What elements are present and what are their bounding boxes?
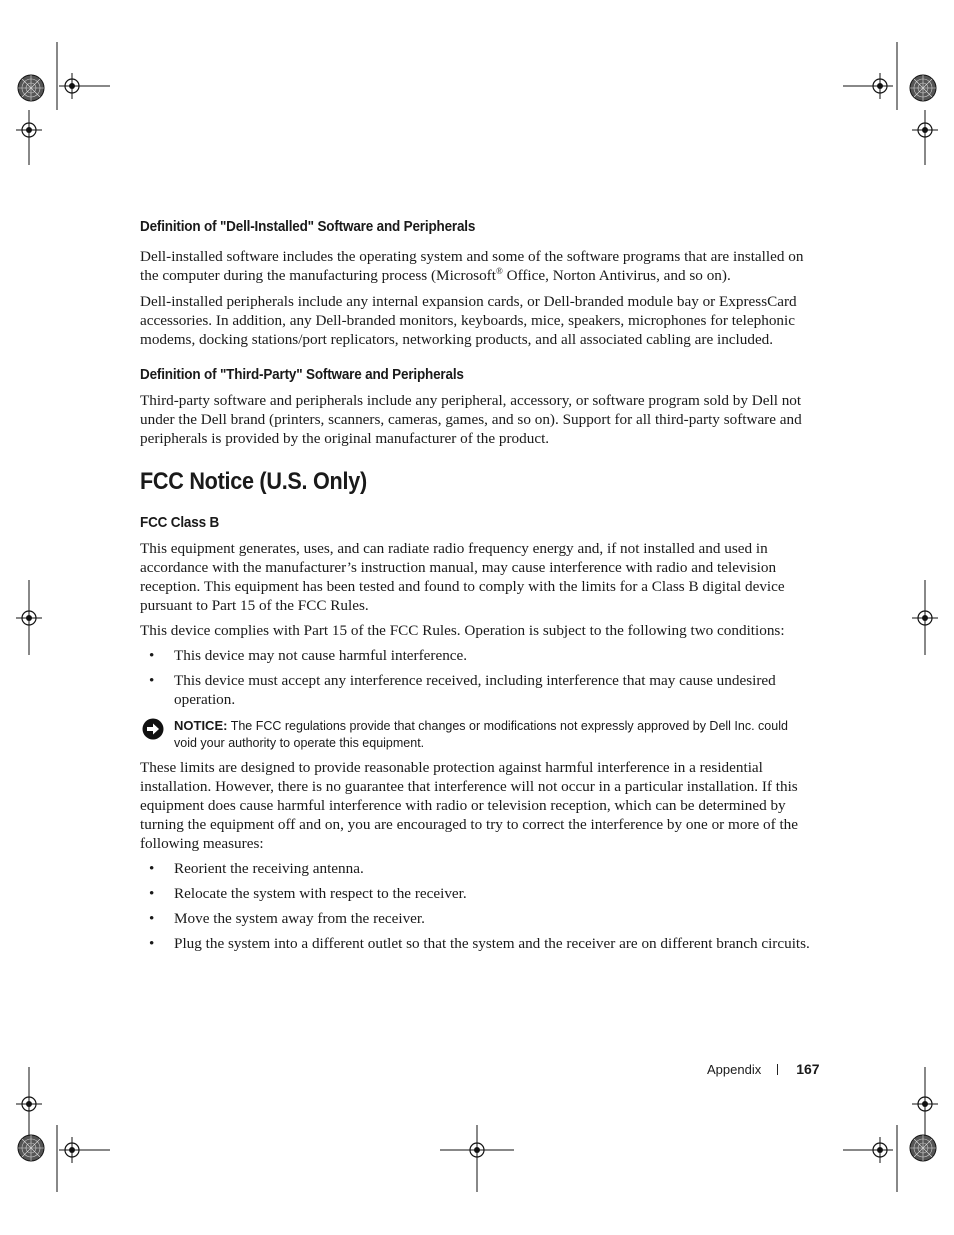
bullet: • [149,885,155,902]
third-party-heading: Definition of "Third-Party" Software and Peripherals [140,366,464,383]
bullet: • [149,647,155,664]
page-content [140,218,812,953]
conditions-list [140,646,812,709]
list-item: • Reorient the receiving antenna. [149,860,364,877]
list-item: • Move the system away from the receiver. [149,910,425,927]
footer-section-name: Appendix [707,1062,762,1077]
dell-installed-software-paragraph [140,247,812,285]
fcc-limits-paragraph: These limits are designed to provide reasonable protection against harmful interference in a residential installation. However, there is no guarantee that interference will not occur in a particular installation. If this equipment does cause harmful interference with radio or television reception, which can be determined by turning the equipment off and on, you are encouraged to try to correct the interference by one or more of the following measures: [140,759,799,852]
footer-divider [777,1064,778,1075]
page-number: 167 [796,1061,820,1077]
notice-text: The FCC regulations provide that changes or modifications not expressly approved by Dell Inc. could void your authority to operate this equipment. [174,719,788,750]
registered-mark: ® [495,265,503,276]
list-item: • Plug the system into a different outlet so that the system and the receiver are on different branch circuits. [149,935,810,952]
dell-installed-peripherals-paragraph: Dell-installed peripherals include any internal expansion cards, or Dell-branded module bay or ExpressCard accessories. In addition, any Dell-branded monitors, keyboards, mice, speakers, microphones for telephonic modems, docking stations/port replicators, networking products, and all associated cabling are included. [140,293,797,348]
dell-installed-heading: Definition of "Dell-Installed" Software and Peripherals [140,218,476,235]
fcc-class-b-heading: FCC Class B [140,514,220,531]
notice-label: NOTICE: [174,718,228,733]
notice-box [140,717,812,752]
bullet: • [149,935,155,952]
third-party-paragraph: Third-party software and peripherals include any peripheral, accessory, or software program sold by Dell not under the Dell brand (printers, scanners, cameras, games, and so on). Support for all third-party software and peripherals is provided by the original manufacturer of the product. [140,392,802,447]
list-item: • Relocate the system with respect to the receiver. [149,885,467,902]
fcc-compliance-paragraph: This device complies with Part 15 of the FCC Rules. Operation is subject to the following two conditions: [140,622,785,639]
bullet: • [149,672,155,689]
bullet: • [149,860,155,877]
fcc-notice-title: FCC Notice (U.S. Only) [140,468,367,495]
page-footer [707,1061,820,1077]
list-item: • This device may not cause harmful interference. [149,647,468,664]
dell-installed-text-b: Office, Norton Antivirus, and so on). [502,267,731,284]
fcc-equipment-paragraph: This equipment generates, uses, and can radiate radio frequency energy and, if not installed and used in accordance with the manufacturer’s instruction manual, may cause interference with radio and television reception. This equipment has been tested and found to comply with the limits for a Class B digital device pursuant to Part 15 of the FCC Rules. [140,540,785,614]
notice-arrow-icon [142,718,164,745]
dell-installed-text-a: Dell-installed software includes the operating system and some of the software programs that are installed on the computer during the manufacturing process (Microsoft [140,248,804,284]
list-item: • This device must accept any interference received, including interference that may cause undesired operation. [149,672,776,708]
measures-list [140,859,812,953]
bullet: • [149,910,155,927]
